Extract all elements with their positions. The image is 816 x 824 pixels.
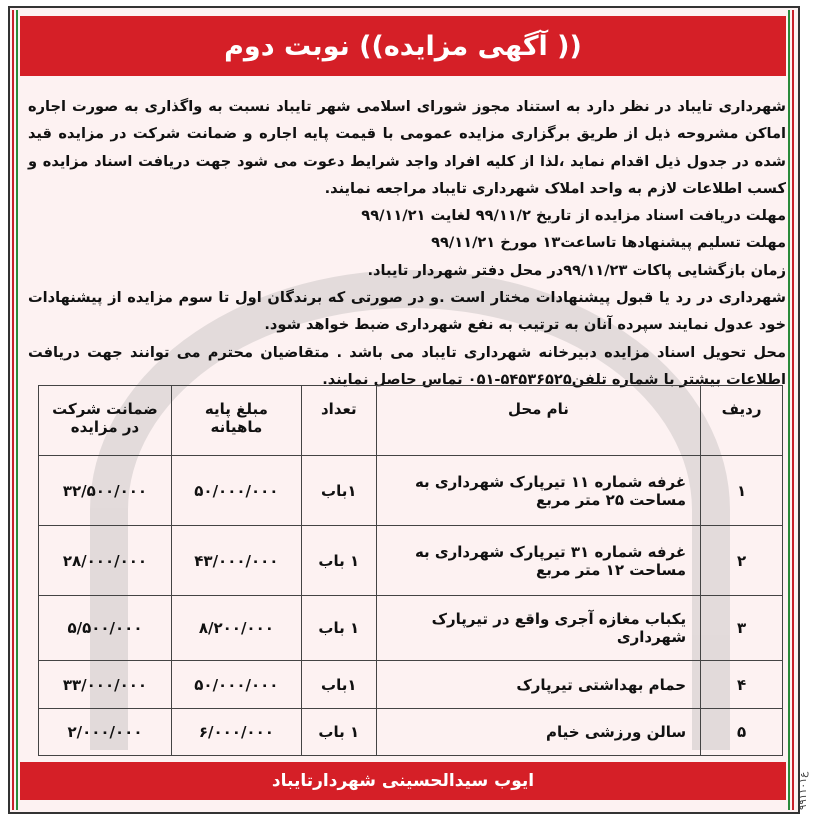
cell-count: ۱ باب [301, 709, 376, 756]
auction-table [38, 385, 783, 756]
header-count: تعداد [301, 386, 376, 456]
terms-paragraph: شهرداری در رد یا قبول پیشنهادات مختار است .و در صورتی که برندگان اول تا سوم مزایده از پیشنهادات خود عدول نمایند سپرده آنان به ترتیب به نفع شهرداری ضبط خواهد شود. [28, 289, 786, 334]
cell-deposit: ۲۸/۰۰۰/۰۰۰ [39, 526, 172, 596]
cell-row-number: ۵ [701, 709, 783, 756]
cell-row-number: ۳ [701, 596, 783, 661]
ad-body [28, 93, 786, 393]
cell-row-number: ۲ [701, 526, 783, 596]
table-row [39, 456, 783, 526]
cell-location: غرفه شماره ۱۱ تیرپارک شهرداری به مساحت ۲۵ متر مربع [376, 456, 700, 526]
cell-row-number: ۴ [701, 661, 783, 709]
header-row-number: ردیف [701, 386, 783, 456]
cell-location: یکباب مغازه آجری واقع در تیرپارک شهرداری [376, 596, 700, 661]
header-location: نام محل [376, 386, 700, 456]
cell-count: ۱باب [301, 661, 376, 709]
cell-base-price: ۵۰/۰۰۰/۰۰۰ [171, 661, 301, 709]
cell-location: حمام بهداشتی تیرپارک [376, 661, 700, 709]
border-stripe-left [12, 10, 18, 810]
cell-deposit: ۲/۰۰۰/۰۰۰ [39, 709, 172, 756]
ad-title: (( آگهی مزایده)) نوبت دوم [20, 16, 786, 76]
header-base-price: مبلغ پایه ماهیانه [171, 386, 301, 456]
cell-location: سالن ورزشی خیام [376, 709, 700, 756]
submission-deadline: مهلت تسلیم پیشنهادها تاساعت۱۳ مورخ ۹۹/۱۱/۲۱ [431, 234, 786, 252]
opening-time: زمان بازگشایی پاکات ۹۹/۱۱/۲۳در محل دفتر شهردار تایباد. [367, 261, 786, 279]
header-deposit: ضمانت شرکت در مزایده [39, 386, 172, 456]
ad-code: ع۹۹۱۱۰۱ [798, 771, 809, 810]
table-row [39, 709, 783, 756]
table-header-row [39, 386, 783, 456]
cell-count: ۱ باب [301, 596, 376, 661]
cell-deposit: ۳۲/۵۰۰/۰۰۰ [39, 456, 172, 526]
signature: ایوب سیدالحسینی شهردارتایباد [20, 762, 786, 800]
table-row [39, 661, 783, 709]
cell-base-price: ۸/۲۰۰/۰۰۰ [171, 596, 301, 661]
document-deadline: مهلت دریافت اسناد مزایده از تاریخ ۹۹/۱۱/۲ لغایت ۹۹/۱۱/۲۱ [361, 207, 786, 225]
cell-base-price: ۵۰/۰۰۰/۰۰۰ [171, 456, 301, 526]
table-row [39, 526, 783, 596]
cell-deposit: ۵/۵۰۰/۰۰۰ [39, 596, 172, 661]
cell-base-price: ۴۳/۰۰۰/۰۰۰ [171, 526, 301, 596]
border-stripe-right [788, 10, 794, 810]
cell-location: غرفه شماره ۳۱ تیرپارک شهرداری به مساحت ۱۲ متر مربع [376, 526, 700, 596]
cell-count: ۱باب [301, 456, 376, 526]
cell-count: ۱ باب [301, 526, 376, 596]
intro-paragraph: شهرداری تایباد در نظر دارد به استناد مجوز شورای اسلامی شهر تایباد نسبت به واگذاری به صورت اجاره اماکن مشروحه ذیل از طریق برگزاری مزایده عمومی با قیمت پایه اجاره و ضمانت شرکت در مزایده قید شده در جدول ذیل اقدام نماید ،لذا از کلیه افراد واجد شرایط دعوت می شود جهت دریافت اسناد مزایده و کسب اطلاعات لازم به واحد املاک شهرداری تایباد مراجعه نمایند. [28, 98, 786, 197]
cell-base-price: ۶/۰۰۰/۰۰۰ [171, 709, 301, 756]
cell-deposit: ۳۳/۰۰۰/۰۰۰ [39, 661, 172, 709]
cell-row-number: ۱ [701, 456, 783, 526]
table-row [39, 596, 783, 661]
contact-paragraph: محل تحویل اسناد مزایده دبیرخانه شهرداری تایباد می باشد . متقاضیان محترم می توانند جهت دریافت اطلاعات بیشتر با شماره تلفن۵۴۵۳۶۵۲۵-۰۵۱ تماس حاصل نمایند. [28, 343, 786, 388]
